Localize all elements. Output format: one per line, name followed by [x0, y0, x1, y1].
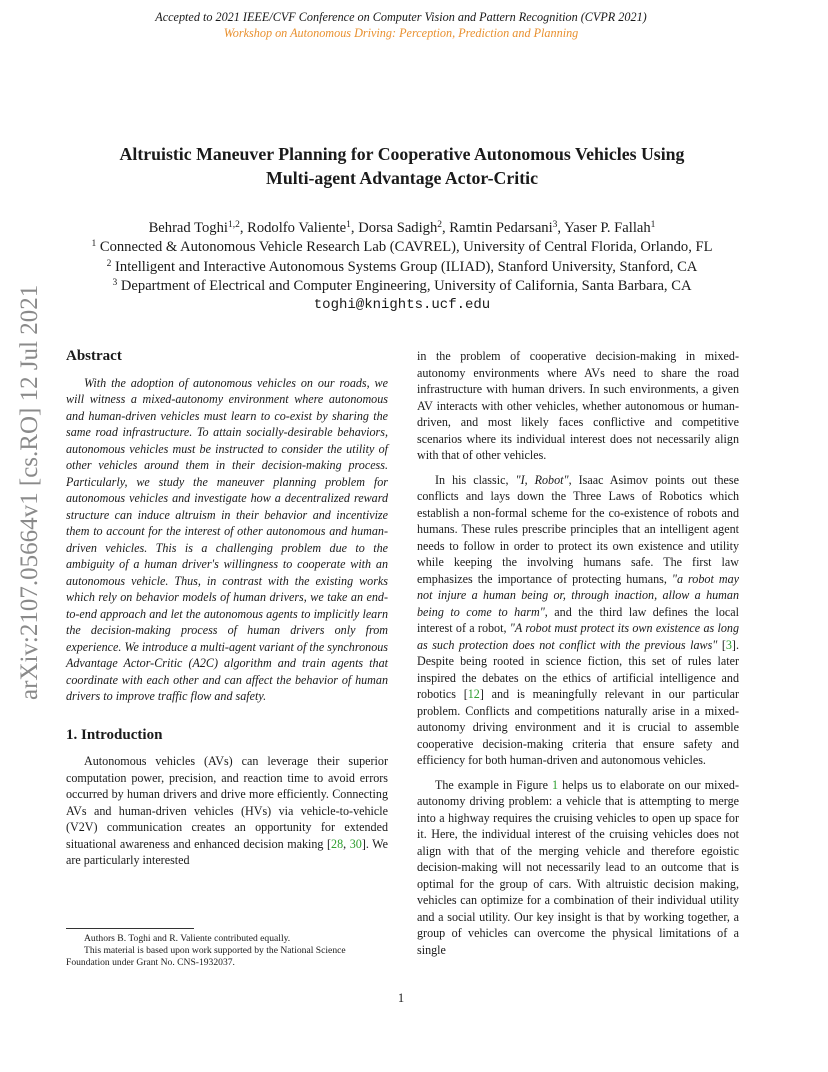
- abstract-text: With the adoption of autonomous vehicles on our roads, we will witness a mixed-autonomy environment where autonomous and human-driven vehicles must learn to co-exist by sharing the same road infrastructure. To attain socially-desirable behaviors, autonomous vehicles must be instructed to consider the utility of other vehicles around them in their decision-making process. Particularly, we study the maneuver planning problem for autonomous vehicles and investigate how a decentralized reward structure can induce altruism in their behavior and incentivize them to account for the interest of other autonomous and human-driven vehicles. This is a challenging problem due to the ambiguity of a human driver's willingness to cooperate with an autonomous vehicle. Thus, in contrast with the existing works which rely on behavior models of human drivers, we take an end-to-end approach and let the autonomous agents to implicitly learn the decision-making process of human drivers only from experience. We introduce a multi-agent variant of the synchronous Advantage Actor-Critic (A2C) algorithm and train agents that coordinate with each other and can affect the behavior of human drivers to improve traffic flow and safety.: [66, 375, 388, 703]
- footnotes: [66, 933, 388, 969]
- author-name: Dorsa Sadigh: [358, 220, 438, 236]
- section-heading-introduction: 1. Introduction: [66, 726, 163, 743]
- author-block: [40, 219, 764, 315]
- figure-link[interactable]: 1: [552, 777, 559, 792]
- title-line-1: Altruistic Maneuver Planning for Cooperative Autonomous Vehicles Using: [119, 144, 685, 164]
- author-name: Yaser P. Fallah: [564, 220, 651, 236]
- affiliation-text: Department of Electrical and Computer Engineering, University of California, Santa Barbara, CA: [120, 277, 692, 294]
- author-sup: 2: [437, 220, 442, 230]
- citation-link[interactable]: 28: [331, 836, 344, 851]
- affiliation-sup: 1: [91, 239, 97, 250]
- footnote-2: This material is based upon work supported by the National Science Foundation under Grant No. CNS-1932037.: [66, 945, 346, 968]
- affiliation-sup: 2: [106, 258, 112, 269]
- footnote-1: Authors B. Toghi and R. Valiente contributed equally.: [84, 933, 291, 944]
- author-sup: 1,2: [227, 220, 240, 230]
- left-column: [66, 348, 388, 877]
- affiliation: [40, 238, 764, 257]
- author-name: Ramtin Pedarsani: [449, 220, 553, 236]
- affiliation-text: Intelligent and Interactive Autonomous Systems Group (ILIAD), Stanford University, Stanford, CA: [115, 258, 698, 275]
- intro-paragraph-1: Autonomous vehicles (AVs) can leverage their superior computation power, precision, and reaction time to avoid errors occurred by human drivers and drive more efficiently. Connecting AVs and human-driven vehicles (HVs) via vehicle-to-vehicle (V2V) communication creates an opportunity for extended situational awareness and enhanced decision making [28, 30]. We are particularly interested: [66, 754, 388, 867]
- citation-link[interactable]: 3: [725, 637, 732, 652]
- author-name: Rodolfo Valiente: [247, 220, 347, 236]
- right-paragraph-2: In his classic, "I, Robot", Isaac Asimov points out these conflicts and lays down the Three Laws of Robotics which establish a non-formal scheme for the co-existence of robots and humans. These rules prescribe principles that an intelligent agent needs to follow in order to protect its own existence and utility while keeping the involving humans safe. The first law emphasizes the importance of protecting humans, "a robot may not injure a human being or, through inaction, allow a human being to come to harm", and the third law defines the local interest of a robot, "A robot must protect its own existence as long as such protection does not conflict with the previous laws" [3]. Despite being rooted in science fiction, this set of rules later inspired the debates on the ethics of artificial intelligence and robotics [12] and is meaningfully relevant in our particular problem. Conflicts and competitions naturally arise in a mixed-autonomy driving environment and it is crucial to assemble cooperative decision-making criteria that ensure safety and efficiency for both human-driven and autonomous vehicles.: [417, 472, 740, 767]
- page-number: 1: [397, 991, 405, 1005]
- author-sup: 1: [346, 220, 351, 230]
- author-name: Behrad Toghi: [148, 220, 228, 236]
- right-paragraph-1: in the problem of cooperative decision-making in mixed-autonomy environments where AVs need to share the road infrastructure with human drivers. In such environments, a given AV interacts with other vehicles, whether autonomous or human-driven, and most likely faces conflictive and competitive scenarios where its individual interest does not necessarily align with that of other vehicles.: [417, 349, 739, 462]
- affiliation-text: Connected & Autonomous Vehicle Research Lab (CAVREL), University of Central Florida, Orlando, FL: [99, 239, 713, 256]
- workshop-line: Workshop on Autonomous Driving: Perception, Prediction and Planning: [223, 26, 579, 40]
- affiliation-sup: 3: [112, 277, 118, 288]
- citation-link[interactable]: 30: [349, 836, 362, 851]
- abstract-heading: Abstract: [66, 348, 122, 364]
- arxiv-identifier[interactable]: arXiv:2107.05664v1 [cs.RO] 12 Jul 2021: [16, 284, 43, 700]
- author-sup: 3: [552, 220, 558, 230]
- right-column: [417, 348, 739, 966]
- affiliation: [40, 277, 764, 296]
- author-list: Behrad Toghi$^{1,2}$, Rodolfo Valiente$^1$, Dorsa Sadigh$^2$, Ramtin Pedarsani$^3$, Yaser P. Fallah$^1$: [148, 220, 656, 236]
- author-sup: 1: [650, 220, 656, 230]
- paper-title: [70, 142, 734, 190]
- right-paragraph-3: The example in Figure 1 helps us to elaborate on our mixed-autonomy driving problem: a vehicle that is attempting to merge into a highway requires the cruising vehicles to open up space for it. Here, the individual interest of the cruising vehicles does not align with that of the merging vehicle and therefore egoistic decision-making will not necessarily lead to an outcome that is optimal for the group of cars. With altruistic decision making, vehicles can optimize for a combination of their individual utility and a social utility. Our key insight is that by working together, a group of vehicles can overcome the physical limitations of a single: [417, 777, 739, 957]
- citation-link[interactable]: 12: [467, 687, 480, 701]
- author-email[interactable]: toghi@knights.ucf.edu: [313, 297, 491, 314]
- conference-line: Accepted to 2021 IEEE/CVF Conference on Computer Vision and Pattern Recognition (CVPR 2021): [155, 10, 647, 24]
- title-line-2: Multi-agent Advantage Actor-Critic: [266, 168, 538, 188]
- affiliation: [40, 258, 764, 277]
- footnote-rule: [66, 928, 194, 929]
